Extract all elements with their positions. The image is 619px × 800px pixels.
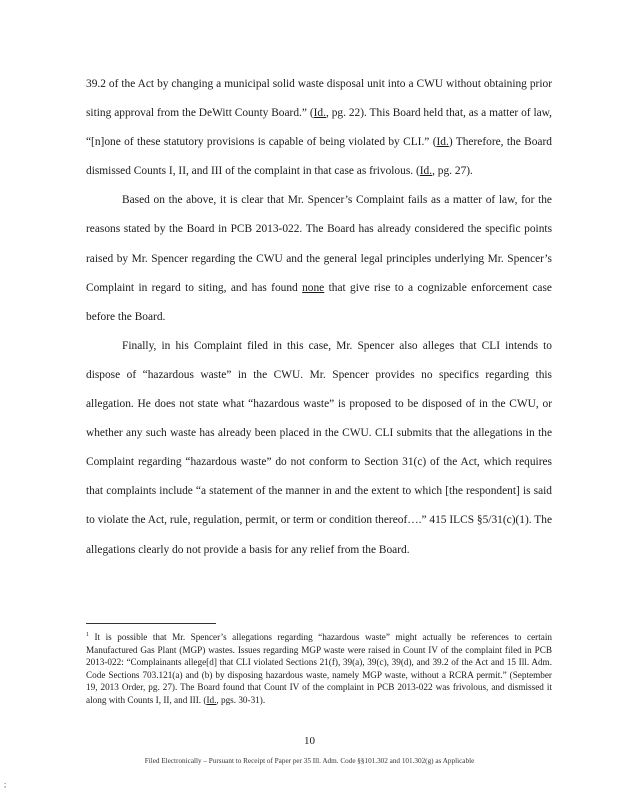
citation-id: Id. [206,694,217,705]
text-segment: ) Therefore, the Board dismissed Counts I, II, and III of the complaint in that case as frivolous. ( [86,136,552,178]
text-segment: , pg. 27). [432,165,473,178]
filing-stamp: Filed Electronically – Pursuant to Receipt of Paper per 35 Ill. Adm. Code §§101.302 and 101.302(g) as Applicable [144,757,475,765]
footnote-text [86,632,552,705]
text-segment: Based on the above, it is clear that Mr. Spencer’s Complaint fails as a matter of law, for the reasons stated by the Board in PCB 2013-022. The Board has already considered the specific points raised by Mr. Spencer regarding the CWU and the general legal principles underlying Mr. Spencer’s Complaint in regard to siting, and has found [86,194,552,294]
text-segment: Finally, in his Complaint filed in this case, Mr. Spencer also alleges that CLI intends to dispose of “hazardous waste” in the CWU. Mr. Spencer provides no specifics regarding this allegation. He does not state what “hazardous waste” is proposed to be disposed of in the CWU, or whether any such waste has already been placed in the CWU. CLI submits that the allegations in the Complaint regarding “hazardous waste” do not conform to Section 31(c) of the Act, which requires that complaints include “a statement of the manner in and the extent to which [the respondent] is said to violate the Act, rule, regulation, permit, or term or condition thereof….” 415 ILCS §5/31(c)(1). The allegations clearly do not provide a basis for any relief from the Board. [86,339,552,556]
paragraph-hazardous-waste [86,332,552,565]
page-number: 10 [304,735,315,747]
citation-id: Id. [436,136,449,149]
text-segment: It is possible that Mr. Spencer’s allegations regarding “hazardous waste” might actually be references to certain Manufactured Gas Plant (MGP) wastes. Issues regarding MGP waste were raised in Count IV of the complaint filed in PCB 2013-022: “Complainants allege[d] that CLI violated Sections 21(f), 39(a), 39(c), 39(d), and 39.2 of the Act and 15 Ill. Adm. Code Sections 703.121(a) and (b) by disposing hazardous waste, namely MGP waste, without a RCRA permit.” (September 19, 2013 Order, pg. 27). The Board found that Count IV of the complaint in PCB 2013-022 was frivolous, and dismissed it along with Counts I, II, and III. ( [86,632,552,705]
footnote-divider [86,623,216,624]
citation-id: none [302,281,325,294]
body-text [86,70,552,565]
paragraph-continuation [86,70,552,186]
text-segment: , pgs. 30-31). [216,694,266,705]
citation-id: Id. [419,165,433,178]
text-segment: that give rise to a cognizable enforcement case before the Board. [86,281,552,323]
text-segment: 39.2 of the Act by changing a municipal solid waste disposal unit into a CWU without obtaining prior siting approval from the DeWitt County Board.” ( [86,78,552,120]
paragraph-conclusion [86,186,552,331]
footnote-marker: 1 [86,632,89,638]
citation-id: Id. [313,107,326,120]
margin-mark: ; [4,780,7,789]
footnote [86,629,552,706]
text-segment: , pg. 22). This Board held that, as a matter of law, “[n]one of these statutory provisions is capable of being violated by CLI.” ( [86,107,552,149]
